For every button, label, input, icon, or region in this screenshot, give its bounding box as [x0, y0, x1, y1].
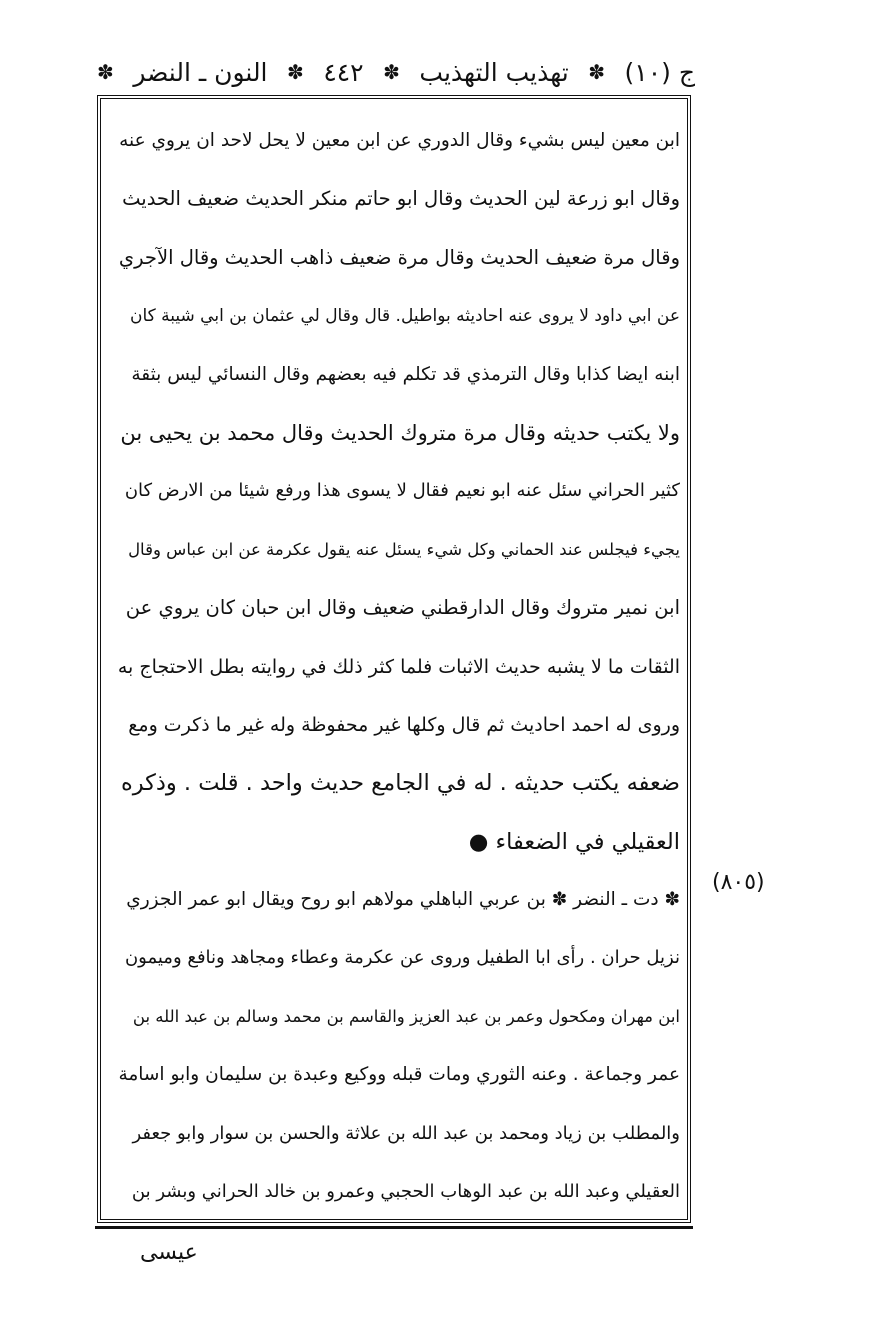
text-line: نزيل حران . رأى ابا الطفيل وروى عن عكرمة وعطاء ومجاهد ونافع وميمون	[124, 947, 680, 969]
volume-label: ج (١٠)	[624, 57, 695, 87]
text-line: يجيء فيجلس عند الحماني وكل شيء يسئل عنه يقول عكرمة عن ابن عباس وقال	[128, 539, 680, 559]
text-line: العقيلي وعبد الله بن عبد الوهاب الحجبي وعمرو بن خالد الحراني وبشر بن	[131, 1181, 680, 1203]
text-line: ولا يكتب حديثه وقال مرة متروك الحديث وقال محمد بن يحيى بن	[120, 420, 680, 445]
entry-number: (٨٠٥)	[712, 870, 765, 895]
catchword: عيسى	[140, 1240, 198, 1265]
text-line: وروى له احمد احاديث ثم قال وكلها غير محفوظة وله غير ما ذكرت ومع	[128, 713, 680, 736]
text-line: عن ابي داود لا يروى عنه احاديثه بواطيل. قال وقال لي عثمان بن ابي شيبة كان	[130, 306, 680, 327]
text-line: ابنه ايضا كذابا وقال الترمذي قد تكلم فيه بعضهم وقال النسائي ليس بثقة	[131, 363, 680, 385]
book-title: تهذيب التهذيب	[419, 57, 569, 87]
ornament-icon: ✽	[383, 60, 400, 84]
text-line: ابن معين ليس بشيء وقال الدوري عن ابن معين لا يحل لاحد ان يروي عنه	[119, 130, 680, 151]
text-line: والمطلب بن زياد ومحمد بن عبد الله بن علاثة والحسن بن سوار وابو جعفر	[132, 1122, 680, 1144]
page-number: ٤٤٢	[323, 57, 364, 87]
text-line: عمر وجماعة . وعنه الثوري ومات قبله ووكيع وعبدة بن سليمان وابو اسامة	[118, 1064, 680, 1086]
text-line: ابن مهران ومكحول وعمر بن عبد العزيز والقاسم بن محمد وسالم بن عبد الله بن	[132, 1006, 680, 1026]
text-line: كثير الحراني سئل عنه ابو نعيم فقال لا يسوى هذا ورفع شيئا من الارض كان	[124, 480, 680, 502]
ornament-icon: ✽	[287, 60, 304, 84]
body-text	[118, 112, 680, 1221]
text-line: ابن نمير متروك وقال الدارقطني ضعيف وقال ابن حبان كان يروي عن	[125, 596, 680, 620]
text-line: وقال ابو زرعة لين الحديث وقال ابو حاتم منكر الحديث ضعيف الحديث	[122, 187, 680, 211]
text-line: العقيلي في الضعفاء ●	[468, 828, 680, 855]
text-line: الثقات ما لا يشبه حديث الاثبات فلما كثر ذلك في روايته بطل الاحتجاج به	[118, 655, 680, 678]
ornament-icon: ✽	[588, 60, 606, 84]
page-header	[95, 52, 695, 92]
ornament-icon: ✽	[97, 60, 114, 84]
section-title: النون ـ النضر	[133, 57, 268, 87]
entry-heading-line: ✽ دت ـ النضر ✽ بن عربي الباهلي مولاهم ابو روح ويقال ابو عمر الجزري	[126, 889, 680, 911]
text-line: وقال مرة ضعيف الحديث وقال مرة ضعيف ذاهب الحديث وقال الآجري	[118, 245, 680, 269]
text-line: ضعفه يكتب حديثه . له في الجامع حديث واحد . قلت . وذكره	[120, 770, 680, 797]
